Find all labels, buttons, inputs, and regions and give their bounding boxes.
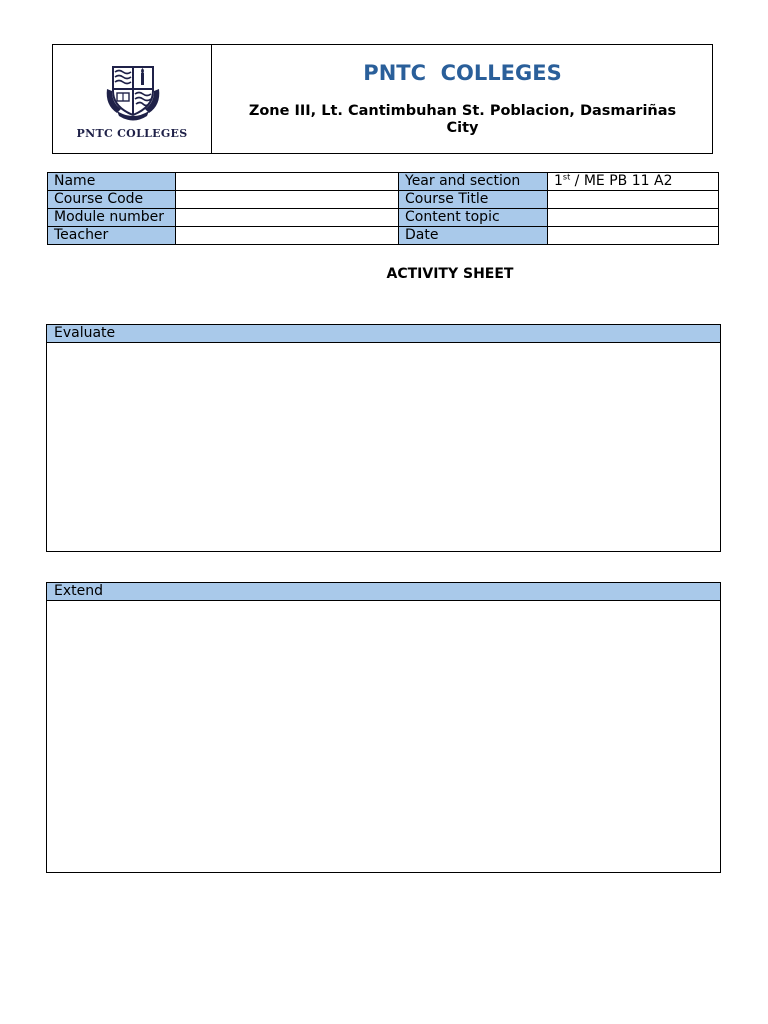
table-row [48, 191, 719, 209]
school-address: Zone III, Lt. Cantimbuhan St. Poblacion, Dasmariñas City [248, 103, 677, 136]
header-title-cell [213, 45, 712, 153]
logo-text: PNTC COLLEGES [76, 127, 188, 140]
course-title-field[interactable] [548, 191, 719, 209]
course-title-label: Course Title [399, 191, 548, 209]
course-code-field[interactable] [176, 191, 399, 209]
document-header [52, 44, 713, 154]
module-number-label: Module number [48, 209, 176, 227]
school-name: PNTC COLLEGES [363, 61, 562, 85]
college-crest-logo [103, 59, 163, 123]
evaluate-section[interactable] [46, 324, 721, 552]
extend-section-header: Extend [47, 583, 720, 601]
table-row [48, 173, 719, 191]
name-field[interactable] [176, 173, 399, 191]
table-row [48, 209, 719, 227]
name-label: Name [48, 173, 176, 191]
year-section-value-sup: st [562, 172, 571, 182]
module-number-field[interactable] [176, 209, 399, 227]
table-row [48, 227, 719, 245]
year-section-field[interactable] [548, 173, 719, 191]
evaluate-section-header: Evaluate [47, 325, 720, 343]
date-label: Date [399, 227, 548, 245]
content-topic-field[interactable] [548, 209, 719, 227]
year-section-label: Year and section [399, 173, 548, 191]
content-topic-label: Content topic [399, 209, 548, 227]
activity-sheet-title: ACTIVITY SHEET [386, 266, 514, 282]
student-info-table [47, 172, 719, 245]
date-field[interactable] [548, 227, 719, 245]
year-section-value-prefix: 1 [554, 173, 563, 189]
course-code-label: Course Code [48, 191, 176, 209]
logo-cell [53, 45, 212, 153]
extend-section[interactable] [46, 582, 721, 873]
teacher-label: Teacher [48, 227, 176, 245]
teacher-field[interactable] [176, 227, 399, 245]
year-section-value-suffix: / ME PB 11 A2 [570, 173, 673, 189]
